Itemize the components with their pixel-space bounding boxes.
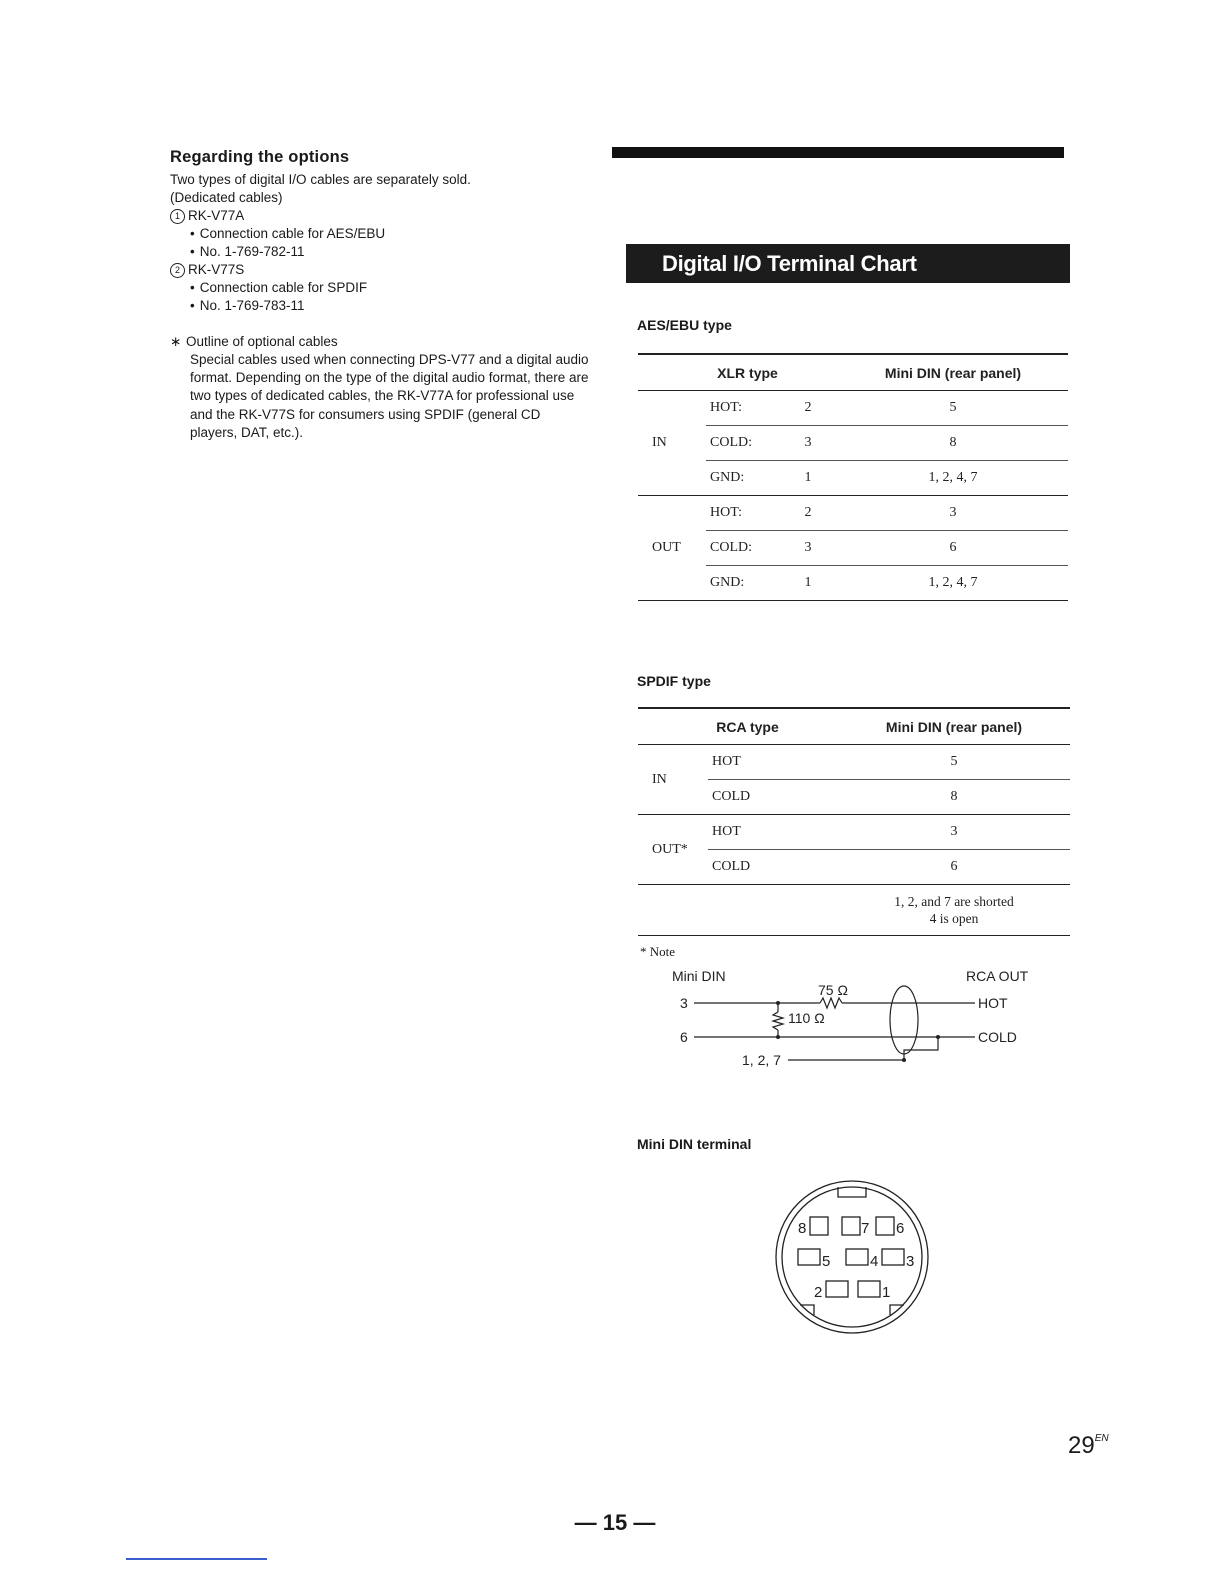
page-number-suffix: EN xyxy=(1094,1433,1109,1444)
in-group-label: IN xyxy=(638,391,706,496)
pin-8-label: 8 xyxy=(798,1220,807,1237)
shield-loop xyxy=(890,986,918,1054)
asterisk-icon: ∗ xyxy=(170,334,182,349)
signal-cell: GND: xyxy=(706,461,778,496)
xlr-cell: 2 xyxy=(778,391,838,426)
table-row xyxy=(638,496,1068,531)
pin-4-label: 4 xyxy=(870,1253,879,1270)
mini-din-connector-diagram xyxy=(770,1175,940,1340)
resistor-110-symbol xyxy=(773,1012,783,1030)
aes-ebu-label: AES/EBU type xyxy=(637,317,732,333)
din-cell: 1, 2, 4, 7 xyxy=(838,461,1068,496)
note-circuit-diagram xyxy=(660,962,1040,1072)
signal-cell: COLD: xyxy=(706,426,778,461)
pin-8-socket xyxy=(810,1217,828,1235)
xlr-type-header: XLR type xyxy=(638,354,838,391)
footnote-row xyxy=(638,885,1070,936)
signal-cell: COLD: xyxy=(706,531,778,566)
inner-ring xyxy=(782,1187,922,1327)
pin-2-label: 2 xyxy=(814,1284,823,1301)
hot-label: HOT xyxy=(978,995,1008,1011)
din-cell: 5 xyxy=(838,391,1068,426)
mini-din-header: Mini DIN (rear panel) xyxy=(838,354,1068,391)
din-cell: 8 xyxy=(838,780,1070,815)
table-row xyxy=(638,391,1068,426)
junction-dot xyxy=(776,1001,780,1005)
pin-5-label: 5 xyxy=(822,1253,831,1270)
option-2-bullet-2: • No. 1-769-783-11 xyxy=(170,297,590,315)
option-2 xyxy=(170,261,590,279)
pin-6-socket xyxy=(876,1217,894,1235)
note-label: * Note xyxy=(640,944,676,959)
signal-cell: HOT: xyxy=(706,496,778,531)
din-cell: 6 xyxy=(838,531,1068,566)
intro-line-1: Two types of digital I/O cables are separately sold. xyxy=(170,172,471,187)
signal-cell: HOT: xyxy=(706,391,778,426)
footnote-empty-cell xyxy=(638,885,838,936)
cold-label: COLD xyxy=(978,1029,1017,1045)
signal-cell: HOT xyxy=(708,815,838,850)
xlr-cell: 2 xyxy=(778,496,838,531)
xlr-cell: 3 xyxy=(778,426,838,461)
xlr-cell: 1 xyxy=(778,566,838,601)
option-2-name: RK-V77S xyxy=(188,262,245,277)
outline-title xyxy=(170,333,590,351)
aes-header-row xyxy=(638,354,1068,391)
intro-line-2: (Dedicated cables) xyxy=(170,190,283,205)
outline-block xyxy=(170,333,590,442)
din-cell: 6 xyxy=(838,850,1070,885)
signal-cell: HOT xyxy=(708,745,838,780)
junction-dot xyxy=(776,1035,780,1039)
resistor-75-symbol xyxy=(820,998,842,1008)
header-rule xyxy=(612,147,1064,158)
page-number-value: 29 xyxy=(1068,1432,1095,1459)
din-cell: 5 xyxy=(838,745,1070,780)
top-key-notch xyxy=(838,1187,866,1197)
outline-title-text: Outline of optional cables xyxy=(186,334,338,349)
circled-number-1: 1 xyxy=(170,209,185,224)
option-1-bullet-1: • Connection cable for AES/EBU xyxy=(170,225,590,243)
option-1 xyxy=(170,207,590,225)
page-number xyxy=(1068,1432,1109,1460)
signal-cell: GND: xyxy=(706,566,778,601)
table-row xyxy=(638,745,1070,780)
pin-6-label: 6 xyxy=(896,1220,905,1237)
in-group-label: IN xyxy=(638,745,708,815)
bottom-rule xyxy=(126,1558,267,1560)
pin-6-label: 6 xyxy=(680,1029,688,1045)
circled-number-2: 2 xyxy=(170,263,185,278)
spdif-table xyxy=(638,707,1070,936)
rca-type-header: RCA type xyxy=(638,708,838,745)
out-group-label: OUT xyxy=(638,496,706,601)
din-cell: 3 xyxy=(838,496,1068,531)
pin-7-socket xyxy=(842,1217,860,1235)
shorted-note: 1, 2, and 7 are shorted xyxy=(894,894,1014,909)
out-group-label: OUT* xyxy=(638,815,708,885)
option-1-name: RK-V77A xyxy=(188,208,245,223)
pin-3-label: 3 xyxy=(906,1253,915,1270)
signal-cell: COLD xyxy=(708,780,838,815)
spdif-label: SPDIF type xyxy=(637,673,711,689)
junction-dot xyxy=(902,1058,906,1062)
outline-body: Special cables used when connecting DPS-V77 and a digital audio format. Depending on the type of the digital audio format, there are two types of dedicated cables, the RK-V77A for professional use and the RK-V77S for consumers using SPDIF (general CD players, DAT, etc.). xyxy=(190,352,589,440)
pin-1-label: 1 xyxy=(882,1284,891,1301)
pin-2-socket xyxy=(826,1281,848,1297)
option-2-bullet-1: • Connection cable for SPDIF xyxy=(170,279,590,297)
open-note: 4 is open xyxy=(929,911,979,926)
table-row xyxy=(638,815,1070,850)
mini-din-terminal-label: Mini DIN terminal xyxy=(637,1136,752,1152)
resistor-110-label: 110 Ω xyxy=(788,1010,825,1026)
mini-din-header: Mini DIN (rear panel) xyxy=(838,708,1070,745)
options-heading: Regarding the options xyxy=(170,148,350,166)
pin-3-socket xyxy=(882,1249,904,1265)
wire-shield-cold xyxy=(904,1037,938,1060)
aes-ebu-table xyxy=(638,353,1068,601)
options-section xyxy=(170,148,590,442)
din-cell: 1, 2, 4, 7 xyxy=(838,566,1068,601)
spdif-header-row xyxy=(638,708,1070,745)
xlr-cell: 1 xyxy=(778,461,838,496)
center-page-number: — 15 — xyxy=(574,1510,656,1535)
resistor-75-label: 75 Ω xyxy=(818,982,848,998)
rca-out-caption: RCA OUT xyxy=(966,968,1029,984)
mini-din-caption: Mini DIN xyxy=(672,968,726,984)
pin-1-socket xyxy=(858,1281,880,1297)
junction-dot xyxy=(936,1035,940,1039)
pin-127-label: 1, 2, 7 xyxy=(742,1052,781,1068)
signal-cell: COLD xyxy=(708,850,838,885)
pin-4-socket xyxy=(846,1249,868,1265)
pin-5-socket xyxy=(798,1249,820,1265)
pin-3-label: 3 xyxy=(680,995,688,1011)
pin-7-label: 7 xyxy=(861,1220,870,1237)
page-title: Digital I/O Terminal Chart xyxy=(626,244,1070,283)
din-cell: 3 xyxy=(838,815,1070,850)
option-1-bullet-2: • No. 1-769-782-11 xyxy=(170,243,590,261)
din-cell: 8 xyxy=(838,426,1068,461)
footnote-cell xyxy=(838,885,1070,936)
xlr-cell: 3 xyxy=(778,531,838,566)
